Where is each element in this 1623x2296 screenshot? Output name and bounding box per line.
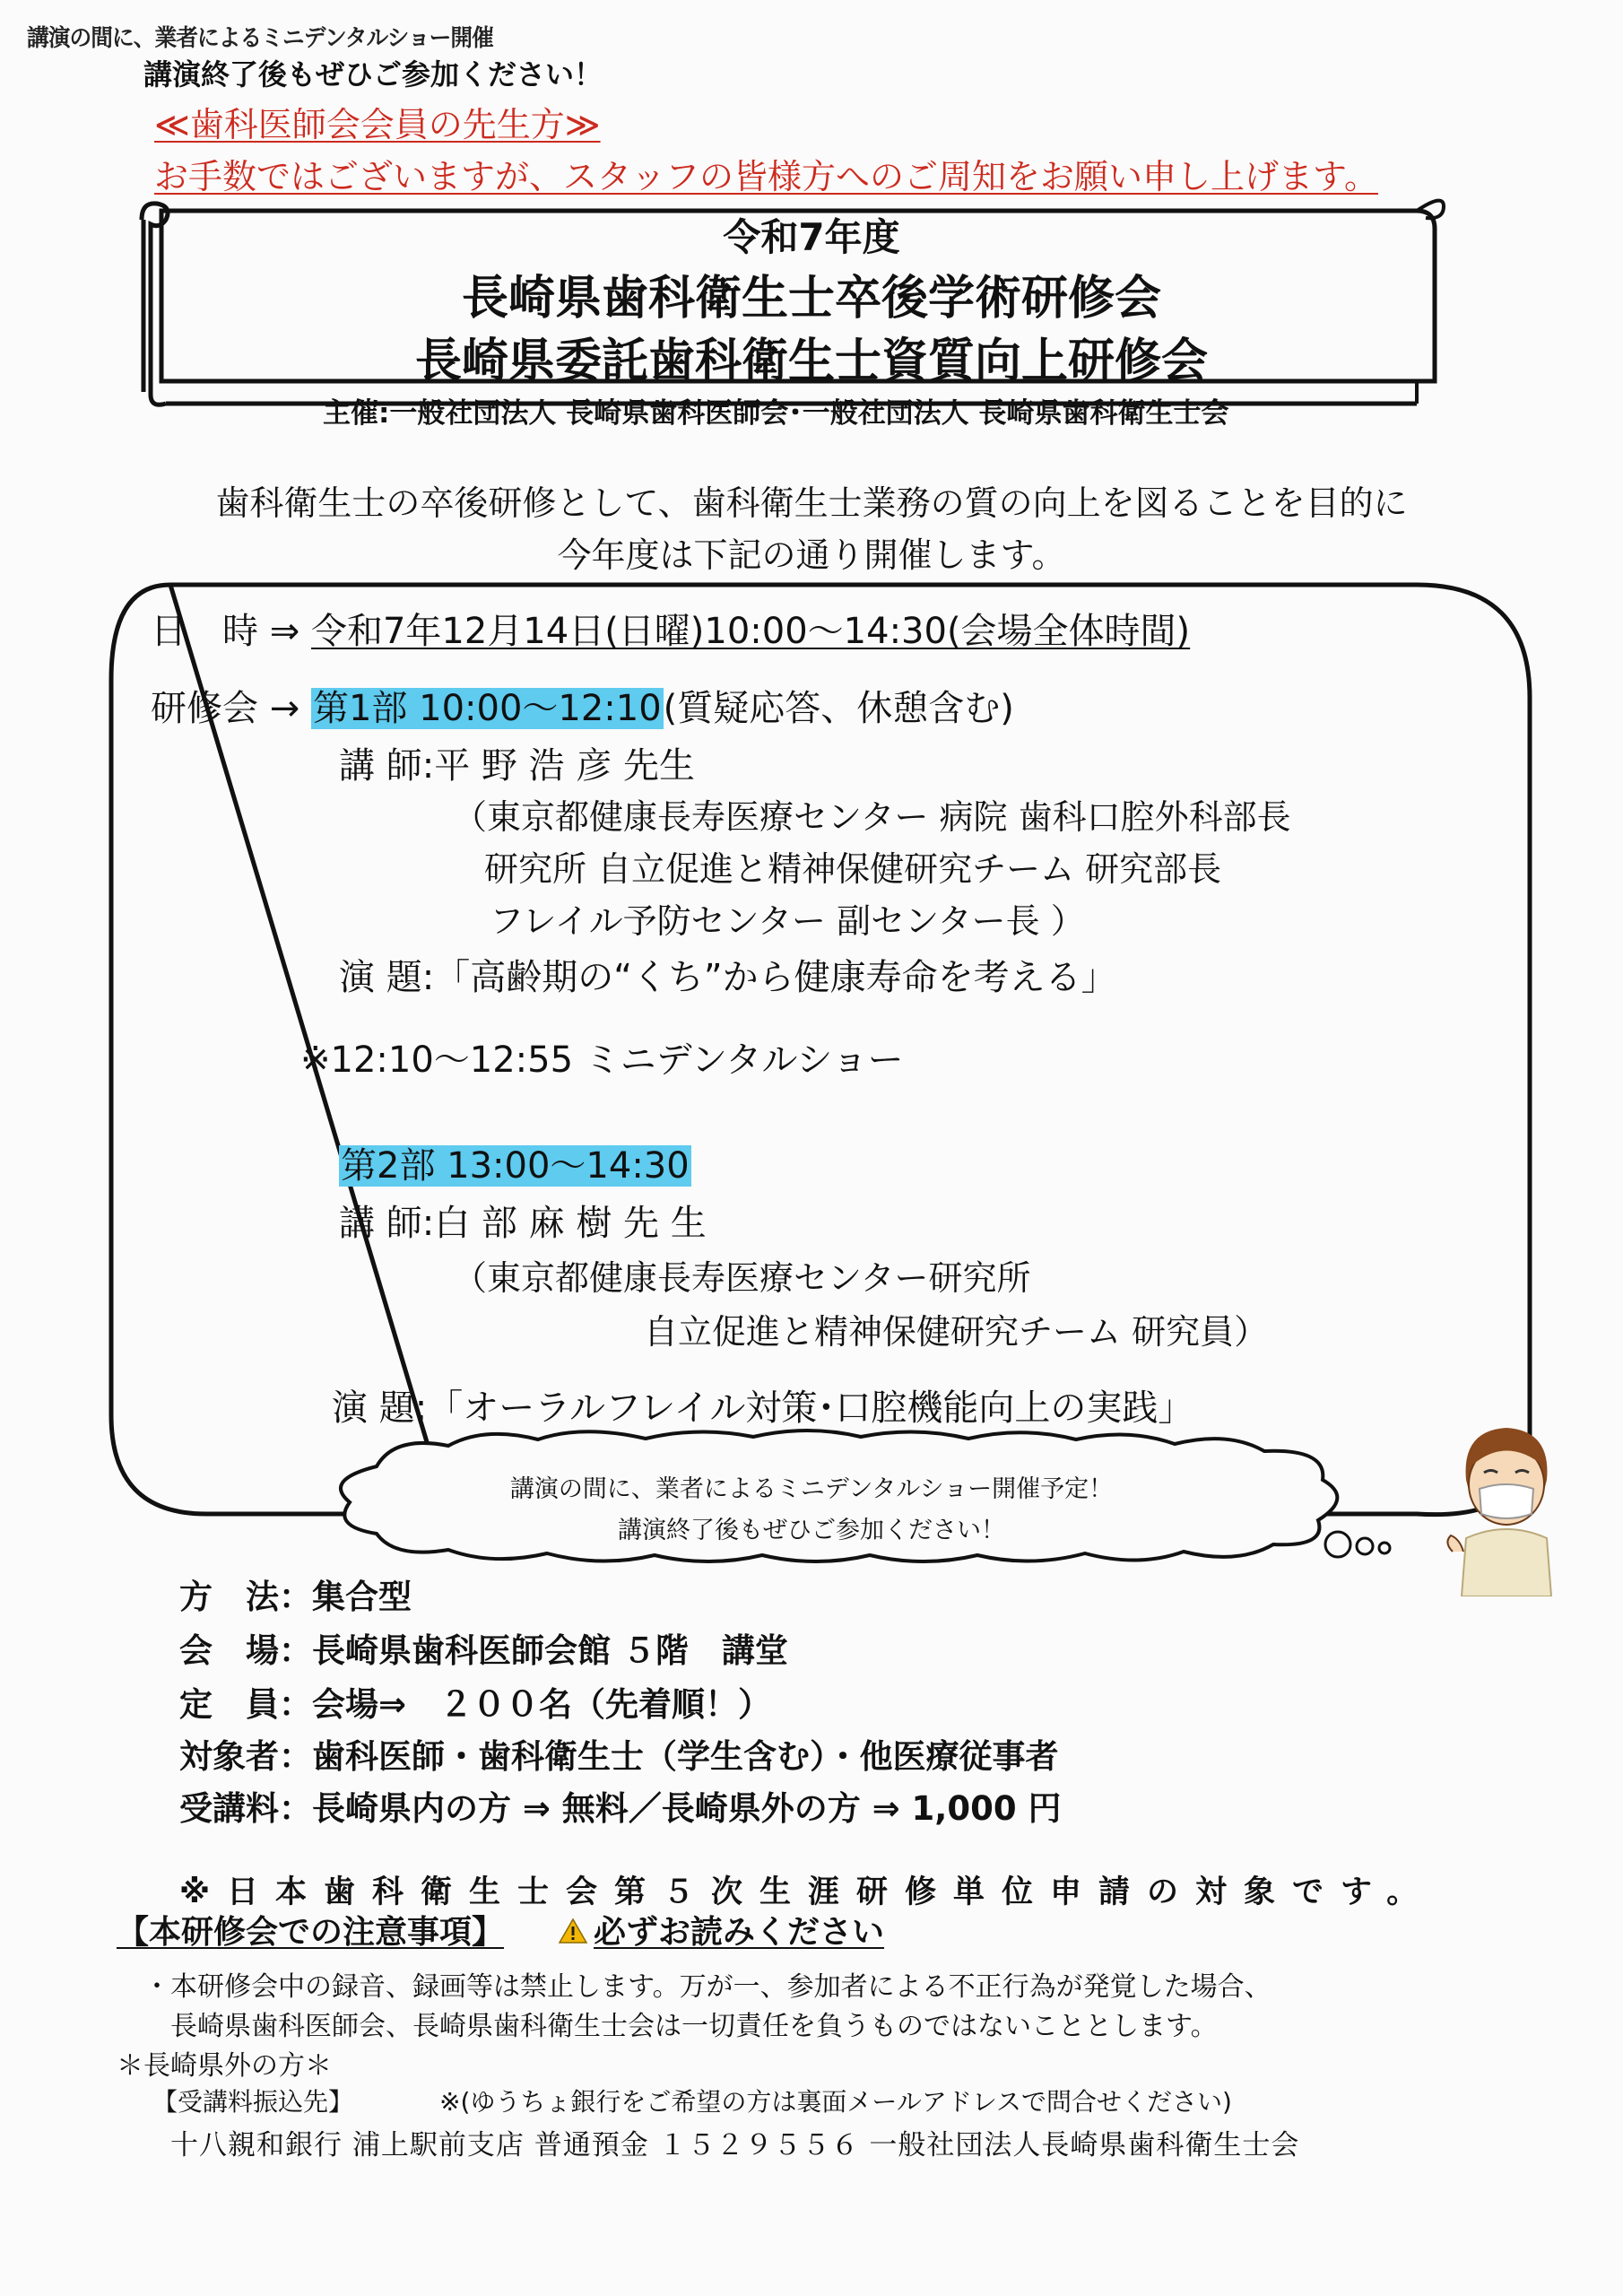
banner-title-2: 長崎県委託歯科衛生士資質向上研修会 — [414, 335, 1208, 388]
lecturer-2: 講 師:白 部 麻 樹 先 生 — [339, 1203, 707, 1244]
session-2-row — [339, 1137, 691, 1188]
cutoff-header-line-2: 講演終了後もぜひご参加ください！ — [143, 57, 603, 91]
bank-account: 十八親和銀行 浦上駅前支店 普通預金 １５２９５５６ 一般社団法人長崎県歯科衛生士会 — [170, 2129, 1300, 2161]
notice-heading-label: 【本研修会での注意事項】 — [117, 1914, 505, 1951]
lecturer-1-affiliation-c: フレイル予防センター 副センター長 ） — [490, 901, 1085, 941]
intro-line-2: 今年度は下記の通り開催します。 — [557, 535, 1066, 575]
datetime-label: 日 時 ⇒ — [151, 611, 311, 652]
transfer-note: ※(ゆうちょ銀行をご希望の方は裏面メールアドレスで問合せください) — [439, 2087, 1232, 2117]
notice-heading — [117, 1907, 938, 1952]
notice-heading-warning: 必ずお読みください — [594, 1914, 885, 1951]
session-1-tag: 第1部 10:00～12:10 — [312, 688, 662, 729]
warning-icon — [558, 1916, 588, 1952]
session-1-note: (質疑応答、休憩含む) — [663, 688, 1014, 729]
credit-notice: ※日本歯科衛生士会第５次生涯研修単位申請の対象です。 — [179, 1874, 1436, 1910]
outside-prefecture-heading: ＊長崎県外の方＊ — [117, 2050, 332, 2082]
cloud-line-1: 講演の間に、業者によるミニデンタルショー開催予定！ — [509, 1475, 1114, 1503]
session-label: 研修会 → — [151, 688, 311, 729]
mini-dental-show: ※12:10～12:55 ミニデンタルショー — [300, 1039, 904, 1081]
cutoff-header-line: 講演の間に、業者によるミニデンタルショー開催 — [27, 25, 493, 52]
banner-year: 令和7年度 — [723, 215, 900, 259]
session-2-tag: 第2部 13:00～14:30 — [341, 1145, 690, 1187]
session-1-row — [151, 680, 1014, 731]
detail-target: 対象者：歯科医師・歯科衛生士（学生含む）・他医療従事者 — [179, 1737, 1059, 1776]
cloud-line-2: 講演終了後もぜひご参加ください！ — [618, 1517, 1005, 1544]
event-datetime — [151, 603, 1190, 654]
lecturer-1-affiliation-b: 研究所 自立促進と精神保健研究チーム 研究部長 — [484, 849, 1222, 889]
theme-1: 演 題:「高齢期の“くち”から健康寿命を考える」 — [339, 957, 1117, 998]
detail-method: 方 法：集合型 — [179, 1578, 412, 1616]
transfer-label: 【受講料振込先】 — [152, 2087, 354, 2117]
theme-2: 演 題:「オーラルフレイル対策･口腔機能向上の実践」 — [332, 1387, 1194, 1429]
lecturer-2-affiliation-b: 自立促進と精神保健研究チーム 研究員） — [644, 1312, 1269, 1352]
banner-title-1: 長崎県歯科衛生士卒後学術研修会 — [461, 272, 1161, 326]
staff-character-illustration — [1444, 1417, 1569, 1596]
member-notice-text: お手数ではございますが、スタッフの皆様方へのご周知をお願い申し上げます。 — [154, 157, 1378, 196]
lecturer-1-affiliation-a: （東京都健康長寿医療センター 病院 歯科口腔外科部長 — [453, 797, 1291, 837]
datetime-value: 令和7年12月14日(日曜)10:00～14:30(会場全体時間) — [310, 611, 1191, 652]
detail-capacity: 定 員：会場⇒ ２００名（先着順！） — [179, 1685, 772, 1724]
detail-fee: 受講料：長崎県内の方 ⇒ 無料／長崎県外の方 ⇒ 1,000 円 — [179, 1789, 1062, 1828]
notice-item-2: 長崎県歯科医師会、長崎県歯科衛生士会は一切責任を負うものではないこととします。 — [170, 2011, 1218, 2042]
notice-item-1: ・本研修会中の録音、録画等は禁止します。万が一、参加者による不正行為が発覚した場合、 — [143, 1971, 1271, 2003]
member-notice-heading: ≪歯科医師会会員の先生方≫ — [154, 105, 601, 144]
lecturer-2-affiliation-a: （東京都健康長寿医療センター研究所 — [453, 1258, 1031, 1298]
intro-line-1: 歯科衛生士の卒後研修として、歯科衛生士業務の質の向上を図ることを目的に — [215, 483, 1408, 523]
organizer-line: 主催:一般社団法人 長崎県歯科医師会･一般社団法人 長崎県歯科衛生士会 — [323, 397, 1229, 430]
detail-venue: 会 場：長崎県歯科医師会館 ５階 講堂 — [179, 1631, 788, 1670]
lecturer-1: 講 師:平 野 浩 彦 先生 — [339, 745, 696, 787]
